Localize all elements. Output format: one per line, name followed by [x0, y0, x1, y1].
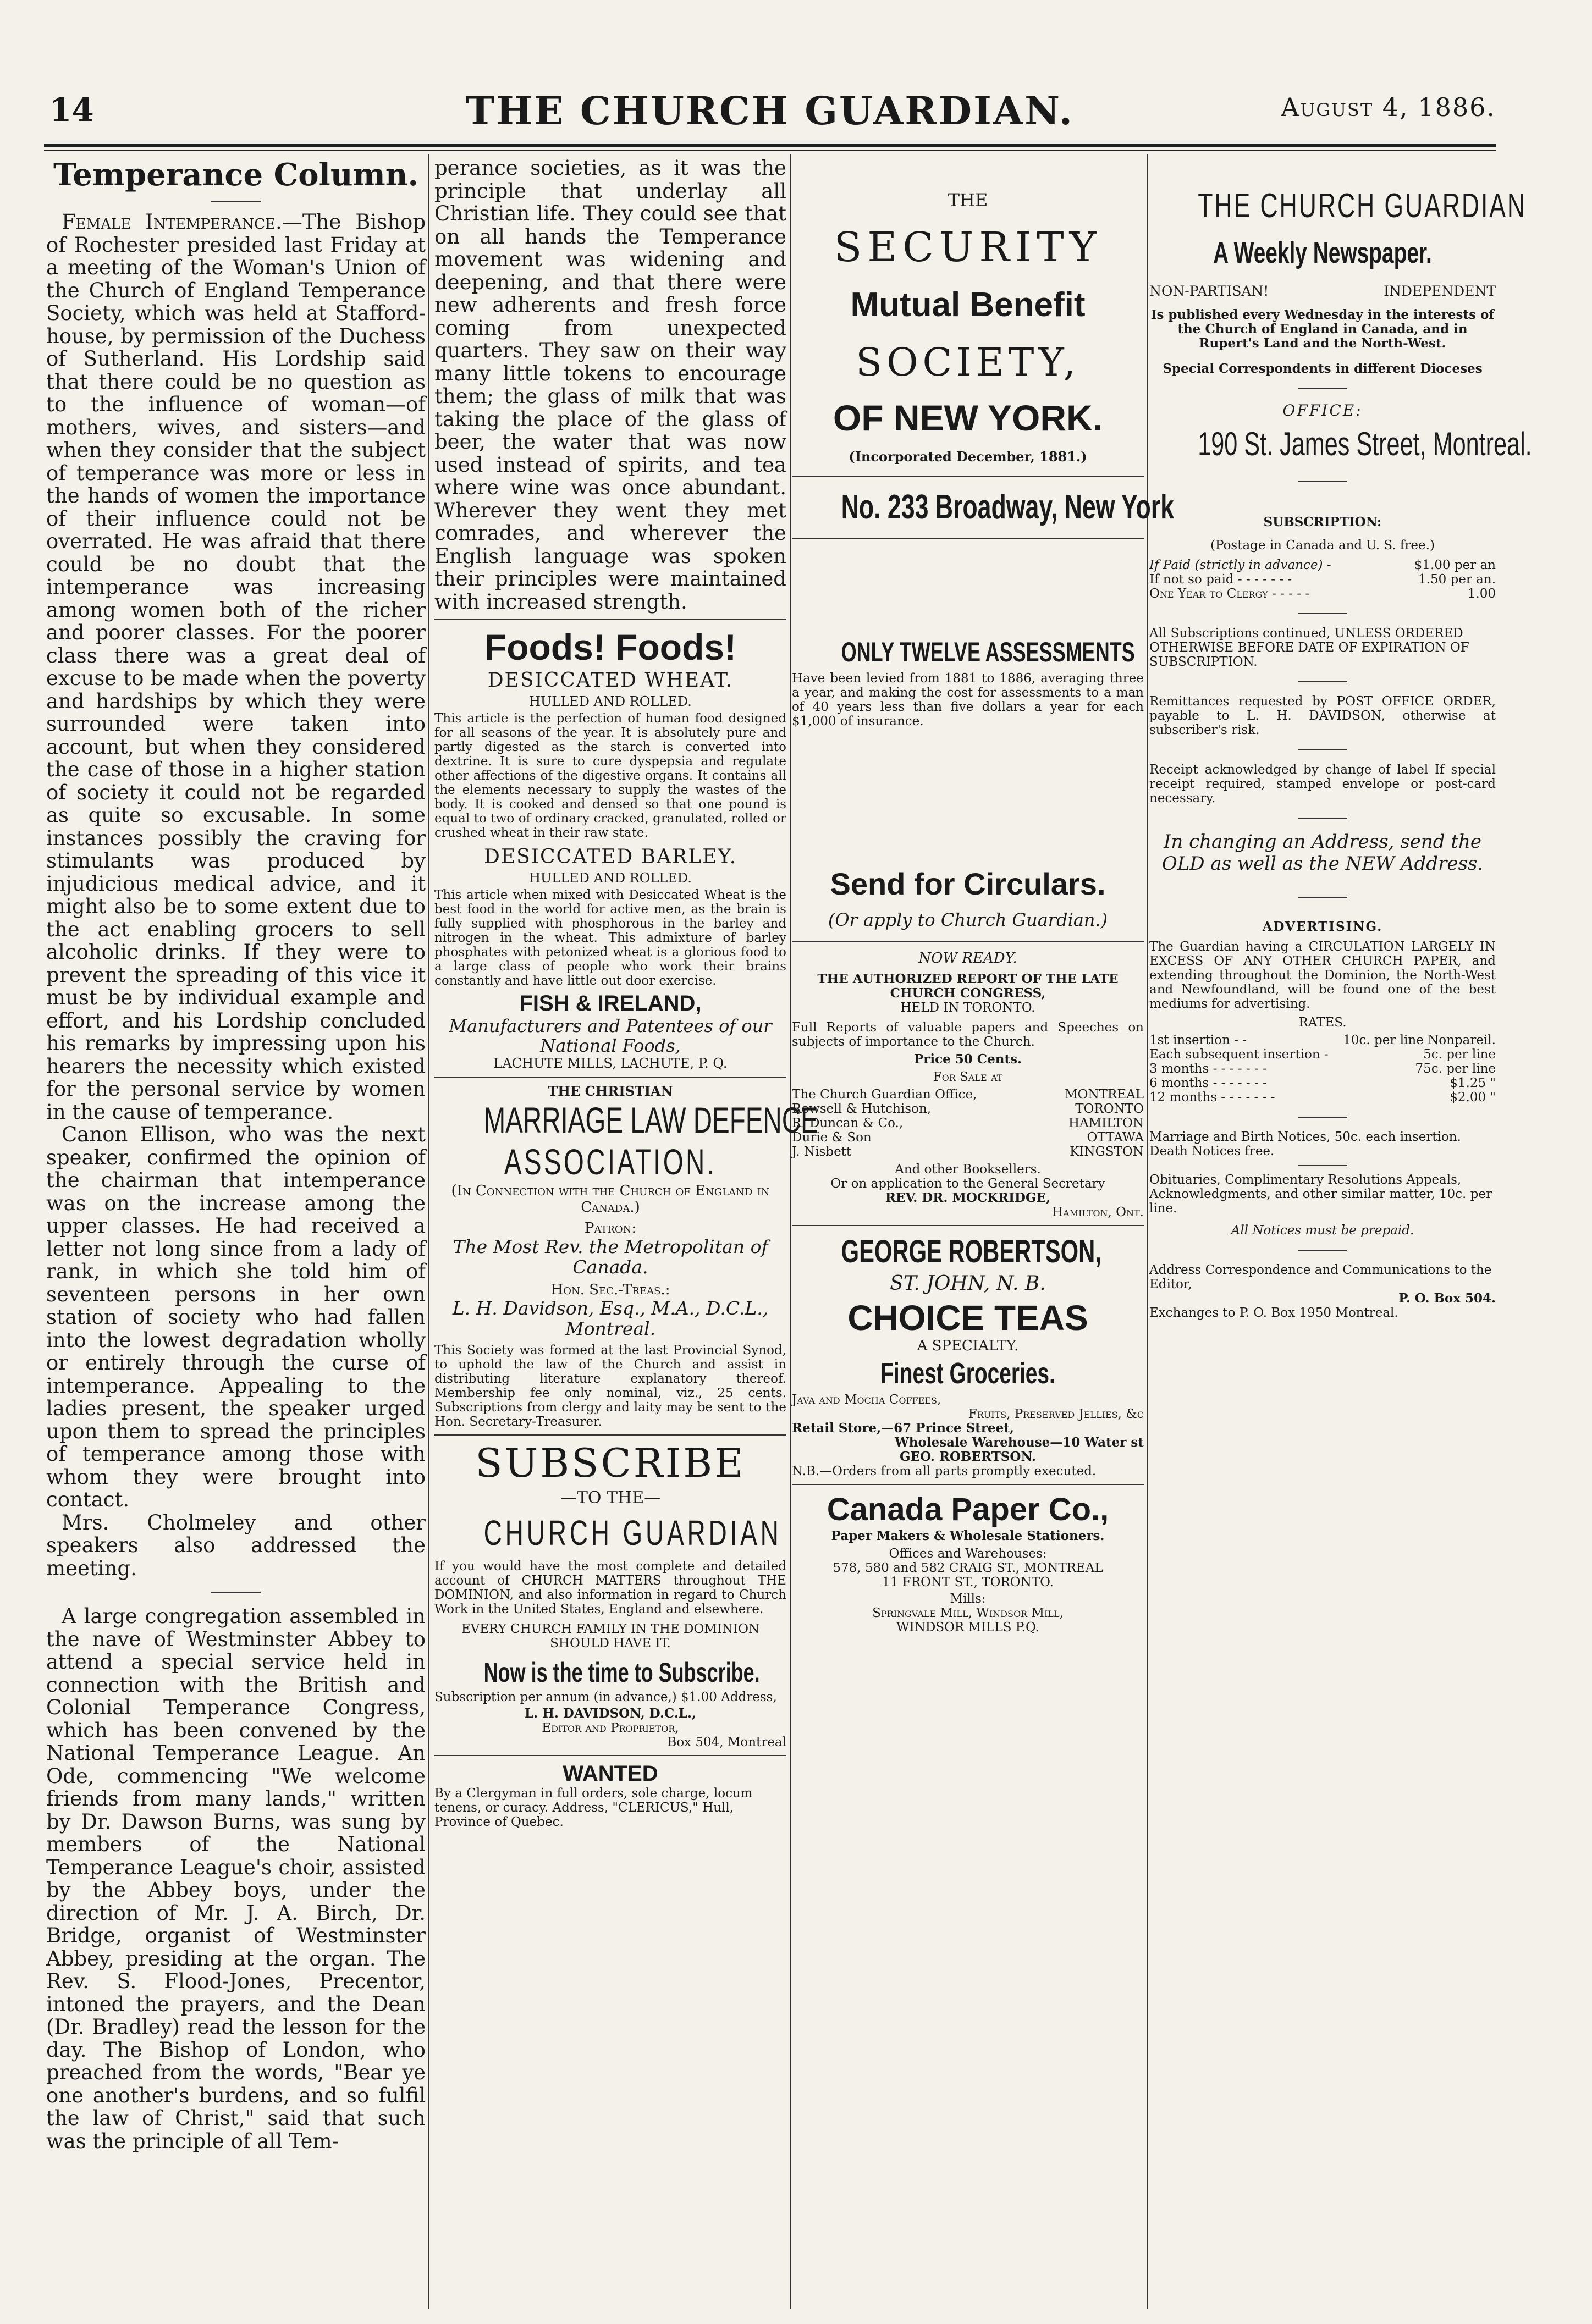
divider: [1298, 481, 1347, 482]
mla-title: MARRIAGE LAW DEFENCE: [483, 1100, 818, 1140]
security-title: SECURITY: [834, 224, 1102, 271]
divider: [434, 619, 786, 620]
barley-title: DESICCATED BARLEY.: [483, 846, 737, 868]
report-price: Price 50 Cents.: [913, 1052, 1022, 1067]
page-header: [44, 88, 1496, 143]
seller-row: [792, 1102, 1144, 1116]
canada-paper-offices: Offices and Warehouses:: [889, 1547, 1047, 1561]
subscription-rates: [1149, 558, 1496, 601]
ad-rate-price: $2.00 ": [1450, 1090, 1496, 1105]
teas-specialty: A SPECIALTY.: [917, 1338, 1019, 1354]
seller-row: [792, 1088, 1144, 1102]
rate-label: If Paid (strictly in advance) -: [1149, 558, 1331, 572]
security-society: SOCIETY,: [856, 340, 1080, 385]
article-paragraph: Canon Ellison, who was the next speaker, confirmed the opinion of the chairman that intemperance was on the increase among the upper classes. He had received a letter not long since from a lady of rank, in which she told him of seventeen persons in her own station of society who had fallen into the lowest degradation wholly or entirely through the curse of intemperance. Appealing to the ladies present, the speaker urged upon them to spread the principles of temperance among those with whom they were brought into contact.: [46, 1123, 426, 1511]
fruits: Fruits, Preserved Jellies, &c: [968, 1407, 1144, 1421]
column-advertisements-1: [434, 156, 818, 1829]
rate-row: [1149, 572, 1496, 587]
ad-rate-label: 3 months - - - - - - -: [1149, 1062, 1267, 1076]
marriage-notices: Marriage and Birth Notices, 50c. each insertion. Death Notices free.: [1149, 1130, 1461, 1158]
security-twelve: ONLY TWELVE ASSESSMENTS: [841, 637, 1135, 667]
security-twelve-text: Have been levied from 1881 to 1886, averaging three a year, and making the cost for assessments to a man of 40 years less than five dollars a year for each $1,000 of insurance.: [792, 671, 1144, 728]
article-paragraph: perance societies, as it was the principle that underlay all Christian life. They could see that on all hands the Temperance movement was widening and deepening, and that there were new adherents and fresh force coming from unexpected quarters. They saw on their way many little tokens to encourage them; the glass of milk that was taking the place of the glass of beer, the water that was now used instead of spirits, and tea where wine was once abundant. Wherever they went they met comrades, and wherever the English language was spoken their principles were maintained with increased strength.: [434, 156, 786, 614]
change-address: In changing an Address, send the OLD as well as the NEW Address.: [1161, 831, 1484, 875]
seller-name: The Church Guardian Office,: [792, 1088, 977, 1102]
exchanges: Exchanges to P. O. Box 1950 Montreal.: [1149, 1306, 1398, 1320]
article-paragraph: [46, 211, 426, 1123]
divider: [211, 1592, 261, 1593]
subscribe-every: EVERY CHURCH FAMILY IN THE DOMINION SHOULD HAVE IT.: [461, 1622, 760, 1650]
security-incorporated: (Incorporated December, 1881.): [849, 449, 1087, 465]
ad-rate-label: 12 months - - - - - - -: [1149, 1090, 1275, 1105]
subscribe-to: —TO THE—: [560, 1488, 661, 1508]
canada-paper-mills: Springvale Mill, Windsor Mill,: [872, 1606, 1064, 1620]
cg-stance: [1149, 283, 1496, 299]
rates-title: RATES.: [1298, 1015, 1347, 1030]
subscribe-editor: L. H. DAVIDSON, D.C.L.,: [524, 1706, 697, 1721]
correspondence-address: Address Correspondence and Communications to the Editor,: [1149, 1263, 1492, 1291]
report-held: HELD IN TORONTO.: [900, 1001, 1035, 1015]
ad-rate-price: 5c. per line: [1423, 1047, 1496, 1062]
security-advertisement: [792, 190, 1174, 930]
subscribe-text: If you would have the most complete and detailed account of CHURCH MATTERS throughout THE DOMINION, and also information in regard to Church Work in the United States, England and elsewhere.: [434, 1559, 786, 1616]
seller-place: OTTAWA: [1087, 1130, 1144, 1145]
cg-weekly: A Weekly Newspaper.: [1213, 236, 1432, 269]
rate-row: [1149, 587, 1496, 601]
ad-rate-row: [1149, 1047, 1496, 1062]
column-advertisements-2: [792, 157, 1174, 1635]
foods-advertisement: [434, 626, 786, 1071]
subscribe-title: SUBSCRIBE: [475, 1440, 746, 1486]
column-divider: [790, 154, 791, 2309]
canada-paper-address-2: 11 FRONT ST., TORONTO.: [882, 1575, 1054, 1589]
security-apply: (Or apply to Church Guardian.): [828, 909, 1108, 930]
wheat-title: DESICCATED WHEAT.: [487, 669, 734, 692]
seller-place: MONTREAL: [1065, 1088, 1144, 1102]
column-church-guardian-info: [1149, 157, 1532, 1320]
subscription-title: SUBSCRIPTION:: [1263, 515, 1382, 529]
rate-label: If not so paid - - - - - - -: [1149, 572, 1292, 587]
seller-name: J. Nisbett: [792, 1145, 852, 1159]
subscribe-now: Now is the time to Subscribe.: [483, 1657, 760, 1688]
header-rule: [44, 144, 1496, 147]
canada-paper-mills-2: WINDSOR MILLS P.Q.: [896, 1620, 1039, 1635]
divider: [1298, 1117, 1347, 1118]
rate-price: 1.00: [1467, 587, 1496, 601]
prepaid: All Notices must be prepaid.: [1231, 1223, 1414, 1238]
column-temperance: [46, 157, 426, 2152]
canada-paper-address-1: 578, 580 and 582 CRAIG ST., MONTREAL: [833, 1561, 1103, 1575]
report-text: Full Reports of valuable papers and Speeches on subjects of importance to the Church.: [792, 1020, 1144, 1049]
cg-nonpartisan: NON-PARTISAN!: [1149, 283, 1269, 299]
subscription-continued: All Subscriptions continued, UNLESS ORDERED OTHERWISE BEFORE DATE OF EXPIRATION OF SUBSCRIPTION.: [1149, 626, 1469, 669]
divider: [434, 1434, 786, 1436]
divider: [1298, 818, 1347, 819]
seller-name: R. Duncan & Co.,: [792, 1116, 904, 1130]
masthead: THE CHURCH GUARDIAN.: [465, 88, 1075, 134]
security-circulars: Send for Circulars.: [830, 866, 1106, 901]
subscription-postage: (Postage in Canada and U. S. free.): [1210, 538, 1435, 553]
fish-ireland-name: FISH & IRELAND,: [519, 991, 702, 1015]
seller-place: KINGSTON: [1070, 1145, 1144, 1159]
ad-rate-price: $1.25 ": [1450, 1076, 1496, 1090]
divider: [1298, 897, 1347, 898]
marriage-law-advertisement: [434, 1083, 818, 1429]
seller-name: Durie & Son: [792, 1130, 872, 1145]
seller-list: [792, 1088, 1144, 1159]
security-newyork: OF NEW YORK.: [833, 398, 1103, 438]
po-box: P. O. Box 504.: [1398, 1291, 1496, 1306]
ad-rate-row: [1149, 1033, 1496, 1047]
wanted-title: WANTED: [563, 1762, 658, 1786]
canada-paper-mills-label: Mills:: [950, 1592, 986, 1606]
advertising-text: The Guardian having a CIRCULATION LARGELY IN EXCESS OF ANY OTHER CHURCH PAPER, and extending throughout the Dominion, the North-West and Newfoundland, will be found one of the best mediums for advertising.: [1149, 940, 1496, 1011]
retail-store: Retail Store,—67 Prince Street,: [792, 1421, 1014, 1436]
subscribe-box: Box 504, Montreal: [667, 1735, 786, 1749]
wheat-subtitle: HULLED AND ROLLED.: [529, 694, 692, 709]
ad-rate-row: [1149, 1062, 1496, 1076]
seller-place: TORONTO: [1075, 1102, 1144, 1116]
church-congress-advertisement: [792, 950, 1144, 1219]
divider: [792, 538, 1144, 539]
rate-label: One Year to Clergy - - - - -: [1149, 587, 1310, 601]
canada-paper-sub: Paper Makers & Wholesale Stationers.: [831, 1528, 1105, 1543]
article-continuation: [434, 157, 786, 613]
page-number: 14: [49, 91, 94, 129]
article-lead: Female Intemperance.: [62, 210, 282, 234]
article-body: [46, 211, 426, 2152]
choice-teas: CHOICE TEAS: [847, 1298, 1088, 1338]
rate-price: $1.00 per an: [1414, 558, 1496, 572]
security-the: THE: [948, 190, 988, 211]
cg-title: THE CHURCH GUARDIAN: [1198, 187, 1527, 225]
divider: [1298, 613, 1347, 614]
ad-rate-price: 75c. per line: [1415, 1062, 1496, 1076]
cg-independent: INDEPENDENT: [1384, 283, 1496, 299]
rate-price: 1.50 per an.: [1418, 572, 1496, 587]
robertson-nb: N.B.—Orders from all parts promptly executed.: [792, 1464, 1097, 1478]
ad-rate-row: [1149, 1090, 1496, 1105]
now-ready: NOW READY.: [918, 950, 1017, 967]
divider: [792, 476, 1144, 477]
seller-row: [792, 1130, 1144, 1145]
security-address: No. 233 Broadway, New York: [841, 488, 1174, 526]
divider: [1298, 1250, 1347, 1251]
security-mutual: Mutual Benefit: [850, 286, 1086, 324]
seller-place: HAMILTON: [1068, 1116, 1144, 1130]
cg-special: Special Correspondents in different Dioceses: [1163, 361, 1483, 376]
ad-rate-label: 6 months - - - - - - -: [1149, 1076, 1267, 1090]
report-for-sale: For Sale at: [933, 1070, 1003, 1084]
divider: [792, 941, 1144, 942]
divider: [211, 201, 261, 202]
column-divider: [1147, 154, 1148, 2309]
general-secretary-place: Hamilton, Ont.: [1052, 1205, 1144, 1219]
column-heading: Temperance Column.: [53, 157, 418, 193]
wheat-text: This article is the perfection of human food designed for all seasons of the year. It is absolutely pure and partly digested as the starch is converted into dextrine. It is sure to cure dyspepsia and regulate other affections of the digestive organs. It contains all the elements necessary to supply the wastes of the body. It is cooked and densed so that one pound is equal to two of ordinary cracked, granulated, rolled or crushed wheat in their raw state.: [434, 711, 786, 840]
mla-connection: (In Connection with the Church of England in Canada.): [451, 1183, 770, 1216]
receipt: Receipt acknowledged by change of label If special receipt required, stamped envelope or post-card necessary.: [1149, 763, 1496, 805]
robertson-place: ST. JOHN, N. B.: [890, 1272, 1046, 1295]
ad-rate-price: 10c. per line Nonpareil.: [1343, 1033, 1496, 1047]
divider: [1298, 681, 1347, 682]
mla-secretary: L. H. Davidson, Esq., M.A., D.C.L., Montreal.: [452, 1298, 769, 1339]
robertson-advertisement: [792, 1232, 1144, 1478]
divider: [434, 1755, 786, 1756]
subscribe-paper: CHURCH GUARDIAN: [483, 1513, 782, 1553]
other-sellers: And other Booksellers.: [895, 1162, 1041, 1177]
robertson-name: GEORGE ROBERTSON,: [841, 1234, 1101, 1269]
subscribe-editor-role: Editor and Proprietor,: [542, 1721, 679, 1735]
seller-name: Rowsell & Hutchison,: [792, 1102, 932, 1116]
mla-pretitle: THE CHRISTIAN: [548, 1083, 673, 1099]
divider: [1298, 388, 1347, 389]
barley-subtitle: HULLED AND ROLLED.: [529, 870, 692, 886]
mla-text: This Society was formed at the last Provincial Synod, to uphold the law of the Church and assist in distributing literature explanatory thereof. Membership fee only nominal, viz., 25 cents. Subscriptions from clergy and laity may be sent to the Hon. Secretary-Treasurer.: [434, 1343, 786, 1429]
ad-rate-label: 1st insertion - -: [1149, 1033, 1247, 1047]
rate-row: [1149, 558, 1496, 572]
divider: [792, 1225, 1144, 1226]
header-rule-thin: [44, 150, 1496, 151]
finest-groceries: Finest Groceries.: [880, 1357, 1055, 1390]
cg-published: Is published every Wednesday in the interests of the Church of England in Canada, and in Rupert's Land and the North-West.: [1150, 307, 1495, 351]
wanted-advertisement: [434, 1762, 786, 1829]
mla-secretary-label: Hon. Sec.-Treas.:: [550, 1282, 670, 1298]
cg-office-label: OFFICE:: [1282, 401, 1363, 419]
mla-title-2: ASSOCIATION.: [504, 1141, 717, 1182]
cg-office: 190 St. James Street, Montreal.: [1198, 426, 1532, 462]
divider: [792, 1484, 1144, 1485]
divider: [434, 1077, 786, 1078]
wanted-text: By a Clergyman in full orders, sole charge, locum tenens, or curacy. Address, "CLERICUS," Hull, Province of Quebec.: [434, 1786, 753, 1829]
remittances: Remittances requested by POST OFFICE ORDER, payable to L. H. DAVIDSON, otherwise at subscriber's risk.: [1149, 694, 1496, 737]
ad-rate-label: Each subsequent insertion -: [1149, 1047, 1329, 1062]
advertising-rates: [1149, 1033, 1496, 1105]
coffees: Java and Mocha Coffees,: [792, 1393, 941, 1407]
ad-rate-row: [1149, 1076, 1496, 1090]
canada-paper-advertisement: [792, 1491, 1144, 1635]
canada-paper-name: Canada Paper Co.,: [827, 1492, 1109, 1527]
general-secretary: REV. DR. MOCKRIDGE,: [885, 1190, 1051, 1205]
subscribe-price: Subscription per annum (in advance,) $1.00 Address,: [434, 1690, 777, 1704]
article-text: —The Bishop of Rochester presided last Friday at a meeting of the Woman's Union of the Church of England Temperance Society, which was held at Stafford-house, by permission of the Duchess of Sutherland. His Lordship said that there could be no question as to the influence of woman—of mothers, wives, and sisters—and when they consider that the subject of temperance was more or less in the hands of women the importance of their influence could not be overrated. He was afraid that there could be no doubt that the intemperance was increasing among women both of the richer and poorer classes. For the poorer class there was a great deal of excuse to be made when the poverty and hardships by which they were surrounded were taken into account, but when they considered the case of those in a higher station of society it could not be regarded as quite so excusable. In some instances possibly the craving for stimulants was produced by injudicious medical advice, and it might also be to some extent due to the act enabling grocers to sell alcoholic drinks. If they were to prevent the spreading of this vice it must be by individual example and effort, and his Lordship concluded his remarks by impressing upon his hearers the necessity which existed for the personal service by women in the cause of temperance.: [46, 210, 426, 1124]
article-paragraph: Mrs. Cholmeley and other speakers also addressed the meeting.: [46, 1510, 426, 1580]
general-secretary-note: Or on application to the General Secretary: [830, 1177, 1105, 1191]
fish-ireland-desc: Manufacturers and Patentees of our National Foods,: [449, 1015, 772, 1056]
divider: [1298, 749, 1347, 750]
report-title: THE AUTHORIZED REPORT OF THE LATE CHURCH CONGRESS,: [817, 971, 1119, 1001]
seller-row: [792, 1145, 1144, 1159]
column-divider: [428, 154, 429, 2309]
fish-ireland-address: LACHUTE MILLS, LACHUTE, P. Q.: [493, 1056, 728, 1071]
advertising-title: ADVERTISING.: [1262, 919, 1383, 934]
wholesale-warehouse: Wholesale Warehouse—10 Water st: [894, 1435, 1144, 1450]
mla-patron-label: Patron:: [584, 1220, 637, 1236]
issue-date: August 4, 1886.: [1281, 92, 1496, 122]
seller-row: [792, 1116, 1144, 1130]
mla-patron: The Most Rev. the Metropolitan of Canada.: [453, 1236, 768, 1278]
barley-text: This article when mixed with Desiccated Wheat is the best food in the world for active men, as the brain is fully supplied with phosphorous in the barley and nitrogen in the wheat. This admixture of barley phosphates with petonized wheat is a glorious food to a large class of people who work their brains constantly and have little out door exercise.: [434, 888, 786, 988]
article-paragraph: A large congregation assembled in the nave of Westminster Abbey to attend a special service held in connection with the British and Colonial Temperance Congress, which has been convened by the National Temperance League. An Ode, commencing "We welcome friends from many lands," written by Dr. Dawson Burns, was sung by members of the National Temperance League's choir, assisted by the Abbey boys, under the direction of Mr. J. A. Birch, Dr. Bridge, organist of Westminster Abbey, presiding at the organ. The Rev. S. Flood-Jones, Precentor, intoned the prayers, and the Dean (Dr. Bradley) read the lesson for the day. The Bishop of London, who preached from the words, "Bear ye one another's burdens, and so fulfil the law of Christ," said that such was the principle of all Tem-: [46, 1604, 426, 2153]
divider: [1298, 1165, 1347, 1166]
subscribe-advertisement: [434, 1441, 786, 1749]
obituaries: Obituaries, Complimentary Resolutions Appeals, Acknowledgments, and other similar matter, 10c. per line.: [1149, 1173, 1492, 1216]
foods-title: Foods! Foods!: [484, 627, 737, 667]
robertson-signature: GEO. ROBERTSON.: [899, 1449, 1037, 1464]
